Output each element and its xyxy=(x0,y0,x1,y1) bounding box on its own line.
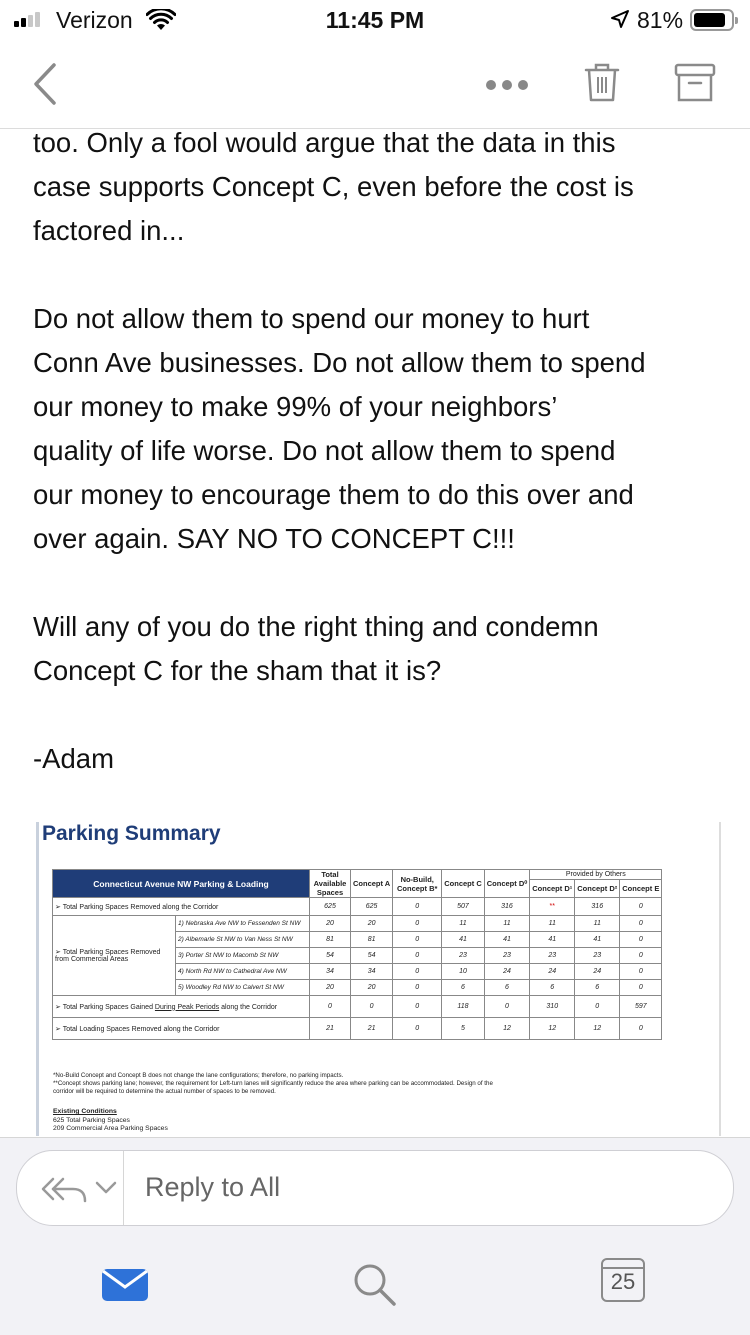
table-cell: 0 xyxy=(620,980,662,996)
table-cell: 0 xyxy=(620,898,662,916)
table-cell: 34 xyxy=(351,964,393,980)
message-toolbar xyxy=(0,40,750,129)
table-header-concept-a: Concept A xyxy=(351,870,393,898)
table-cell: 41 xyxy=(484,932,530,948)
table-header-no-build: No-Build, Concept B* xyxy=(393,870,442,898)
table-cell: 24 xyxy=(530,964,575,980)
table-cell: 507 xyxy=(442,898,485,916)
table-header-concept-d1: Concept D¹ xyxy=(530,880,575,898)
row-label: along the Corridor xyxy=(219,1003,278,1011)
table-cell: 6 xyxy=(575,980,620,996)
table-cell: 0 xyxy=(393,948,442,964)
table-cell: 81 xyxy=(310,932,351,948)
row-label-underlined: During Peak Periods xyxy=(154,1003,220,1011)
table-cell: 41 xyxy=(530,932,575,948)
table-cell: 310 xyxy=(530,996,575,1018)
table-cell: 11 xyxy=(575,916,620,932)
table-cell: 0 xyxy=(393,898,442,916)
footnote: **Concept shows parking lane; however, the requirement for Left-turn lanes will significantly reduce the area where parking can be accommodated. Design of the xyxy=(53,1080,493,1087)
footnote: *No-Build Concept and Concept B does not change the lane configurations; therefore, no parking impacts. xyxy=(53,1072,344,1079)
table-cell: 6 xyxy=(530,980,575,996)
table-cell: 21 xyxy=(310,1018,351,1040)
carrier-name: Verizon xyxy=(56,7,133,33)
table-cell: 41 xyxy=(442,932,485,948)
table-cell: 6 xyxy=(442,980,485,996)
table-cell: 10 xyxy=(442,964,485,980)
table-cell: 12 xyxy=(575,1018,620,1040)
row-label: Total Parking Spaces Removed along the Corridor xyxy=(62,903,219,911)
row-sublabel: 1) Nebraska Ave NW to Fessenden St NW xyxy=(176,916,310,932)
table-cell: 316 xyxy=(484,898,530,916)
table-cell: 0 xyxy=(620,964,662,980)
table-cell: 54 xyxy=(351,948,393,964)
table-row: ➢ Total Parking Spaces Removed from Commercial Areas 1) Nebraska Ave NW to Fessenden St NW 20 20 0 11 11 11 11 0 xyxy=(53,916,662,932)
table-cell: 20 xyxy=(310,980,351,996)
email-paragraph: Do not allow them to spend our money to hurt Conn Ave businesses. Do not allow them to spend our money to make 99% of your neighbors’ quality of life worse. Do not allow them to spend our money to encourage them to do this over and over again. SAY NO TO CONCEPT C!!! xyxy=(33,303,646,554)
existing-conditions xyxy=(53,1108,168,1134)
email-paragraph: Will any of you do the right thing and condemn Concept C for the sham that it is? xyxy=(33,611,599,686)
table-cell: 118 xyxy=(442,996,485,1018)
parking-summary-title: Parking Summary xyxy=(42,822,221,845)
parking-summary-image[interactable] xyxy=(36,822,721,1136)
table-cell: 0 xyxy=(393,980,442,996)
reply-all-icon xyxy=(39,1175,89,1203)
back-icon[interactable] xyxy=(30,62,60,106)
table-cell: 23 xyxy=(442,948,485,964)
reply-all-label: Reply to All xyxy=(145,1172,281,1202)
table-cell: 23 xyxy=(530,948,575,964)
table-cell: 625 xyxy=(310,898,351,916)
row-sublabel: 3) Porter St NW to Macomb St NW xyxy=(176,948,310,964)
row-sublabel: 2) Albemarle St NW to Van Ness St NW xyxy=(176,932,310,948)
existing-line: 625 Total Parking Spaces xyxy=(53,1116,130,1124)
more-icon[interactable] xyxy=(486,80,528,90)
table-cell: 34 xyxy=(310,964,351,980)
mail-icon[interactable] xyxy=(102,1269,148,1301)
existing-heading: Existing Conditions xyxy=(53,1108,117,1115)
table-cell: 11 xyxy=(484,916,530,932)
table-cell: ** xyxy=(530,898,575,916)
search-icon[interactable] xyxy=(350,1260,398,1308)
table-cell: 0 xyxy=(393,1018,442,1040)
table-cell: 23 xyxy=(575,948,620,964)
table-cell: 597 xyxy=(620,996,662,1018)
table-cell: 5 xyxy=(442,1018,485,1040)
table-cell: 316 xyxy=(575,898,620,916)
table-cell: 0 xyxy=(484,996,530,1018)
table-header-concept-d0: Concept D⁰ xyxy=(484,870,530,898)
table-header-provided-by: Provided by Others xyxy=(530,870,662,880)
row-sublabel: 5) Woodley Rd NW to Calvert St NW xyxy=(176,980,310,996)
table-footnotes xyxy=(53,1072,493,1096)
table-cell: 0 xyxy=(351,996,393,1018)
reply-all-button[interactable] xyxy=(16,1150,734,1226)
table-row: ➢ Total Parking Spaces Gained During Peak Periods along the Corridor 0 0 0 118 0 310 0 597 xyxy=(53,996,662,1018)
row-label: Total Loading Spaces Removed along the Corridor xyxy=(62,1025,220,1033)
email-signature: -Adam xyxy=(33,743,114,774)
location-icon xyxy=(610,9,630,29)
table-cell: 21 xyxy=(351,1018,393,1040)
table-cell: 20 xyxy=(351,916,393,932)
trash-icon[interactable] xyxy=(582,60,622,104)
battery-icon xyxy=(690,9,734,31)
parking-summary-table xyxy=(52,869,662,1040)
table-cell: 11 xyxy=(530,916,575,932)
row-label: Total Parking Spaces Removed from Commercial Areas xyxy=(55,949,161,963)
table-cell: 0 xyxy=(310,996,351,1018)
archive-icon[interactable] xyxy=(674,62,716,104)
table-cell: 41 xyxy=(575,932,620,948)
bottom-bar xyxy=(0,1137,750,1335)
table-cell: 12 xyxy=(484,1018,530,1040)
calendar-icon[interactable] xyxy=(601,1258,645,1302)
clock: 11:45 PM xyxy=(325,7,425,33)
existing-line: 209 Commercial Area Parking Spaces xyxy=(53,1125,168,1132)
table-cell: 0 xyxy=(393,964,442,980)
email-paragraph: too. Only a fool would argue that the data in this case supports Concept C, even before the cost is factored in... xyxy=(33,127,634,246)
table-cell: 11 xyxy=(442,916,485,932)
table-cell: 12 xyxy=(530,1018,575,1040)
table-cell: 6 xyxy=(484,980,530,996)
status-bar xyxy=(0,0,750,40)
table-header-concept-d2: Concept D² xyxy=(575,880,620,898)
table-cell: 625 xyxy=(351,898,393,916)
table-cell: 0 xyxy=(393,932,442,948)
table-cell: 0 xyxy=(393,996,442,1018)
table-cell: 0 xyxy=(620,916,662,932)
table-cell: 24 xyxy=(575,964,620,980)
table-header-total: Total Available Spaces xyxy=(310,870,351,898)
table-cell: 20 xyxy=(351,980,393,996)
table-cell: 24 xyxy=(484,964,530,980)
table-header-concept-c: Concept C xyxy=(442,870,485,898)
chevron-down-icon[interactable] xyxy=(95,1181,117,1195)
row-sublabel: 4) North Rd NW to Cathedral Ave NW xyxy=(176,964,310,980)
table-cell: 23 xyxy=(484,948,530,964)
calendar-day: 25 xyxy=(610,1269,636,1294)
battery-percent: 81% xyxy=(637,7,684,33)
table-cell: 81 xyxy=(351,932,393,948)
table-row: ➢ Total Parking Spaces Removed along the Corridor 625 625 0 507 316 ** 316 0 xyxy=(53,898,662,916)
footnote: corridor will be required to determine the actual number of spaces to be removed. xyxy=(53,1088,276,1095)
table-cell: 20 xyxy=(310,916,351,932)
table-cell: 0 xyxy=(620,932,662,948)
table-cell: 0 xyxy=(620,948,662,964)
table-cell: 0 xyxy=(575,996,620,1018)
row-label: Total Parking Spaces Gained xyxy=(62,1003,155,1011)
table-cell: 0 xyxy=(620,1018,662,1040)
table-header-main: Connecticut Avenue NW Parking & Loading xyxy=(53,870,310,898)
table-cell: 0 xyxy=(393,916,442,932)
table-cell: 54 xyxy=(310,948,351,964)
table-header-concept-e: Concept E xyxy=(620,880,662,898)
table-row: ➢ Total Loading Spaces Removed along the Corridor 21 21 0 5 12 12 12 0 xyxy=(53,1018,662,1040)
